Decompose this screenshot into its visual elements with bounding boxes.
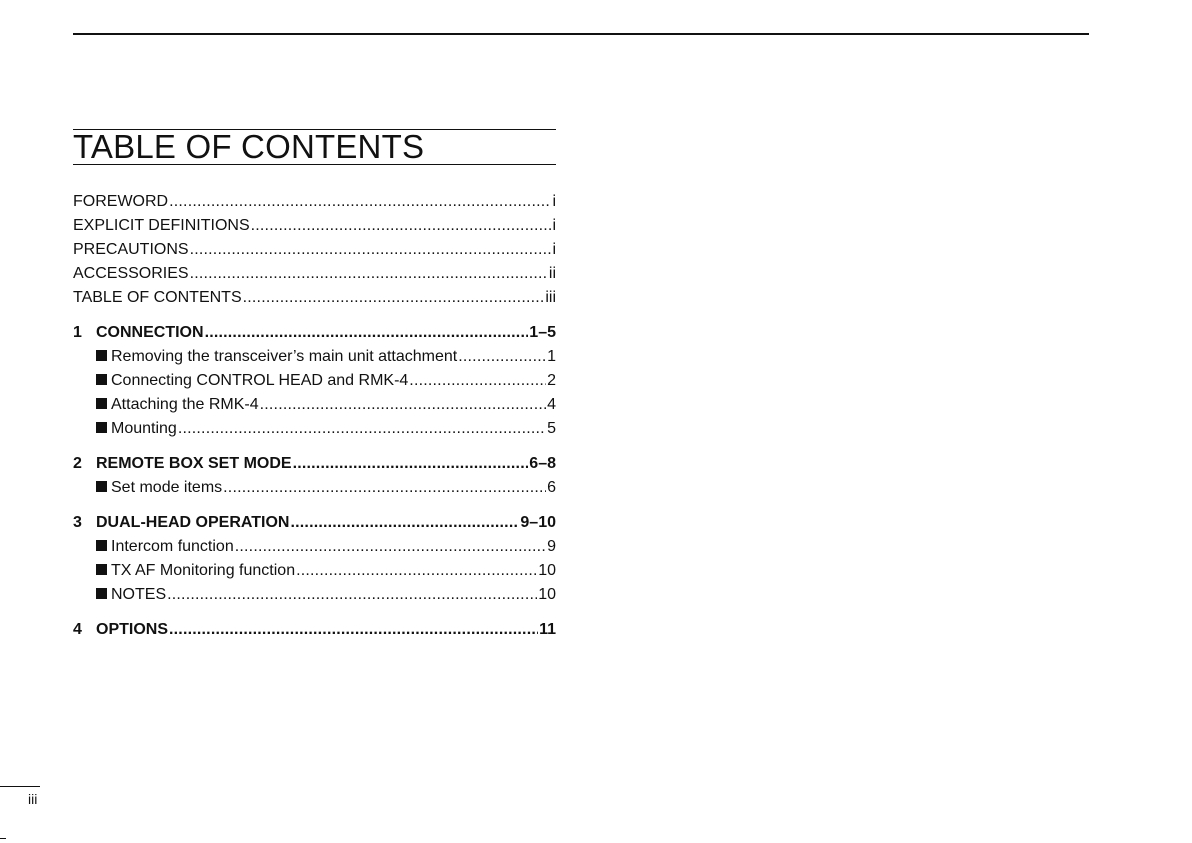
section-page: 6 [547,479,556,496]
chapter-number: 1 [73,324,82,341]
section-page: 1 [547,348,556,365]
section-page: 10 [538,562,556,579]
dot-leader [251,214,552,238]
toc-entry-label: FOREWORD [73,193,169,210]
dot-leader [190,262,548,286]
square-bullet-icon [96,422,107,433]
chapter-pages: 1–5 [529,324,556,341]
page-title: TABLE OF CONTENTS [73,128,425,165]
chapter-entry-remote-box-set-mode[interactable] [73,452,556,476]
dot-leader [290,511,519,535]
section-label: Set mode items [111,479,223,496]
chapter-title: DUAL-HEAD OPERATION [96,514,290,531]
square-bullet-icon [96,481,107,492]
square-bullet-icon [96,540,107,551]
chapter-title: CONNECTION [96,324,204,341]
chapter-number: 3 [73,514,82,531]
dot-leader [243,286,545,310]
section-entry-removing-attachment[interactable] [73,345,556,369]
toc-entry-page: iii [545,289,556,306]
section-label: Connecting CONTROL HEAD and RMK-4 [111,372,409,389]
chapter-title: OPTIONS [96,621,169,638]
dot-leader [205,321,529,345]
chapter-title: REMOTE BOX SET MODE [96,455,292,472]
section-entry-tx-af-monitoring[interactable] [73,559,556,583]
square-bullet-icon [96,398,107,409]
dot-leader [458,345,546,369]
section-entry-intercom-function[interactable] [73,535,556,559]
dot-leader [296,559,537,583]
toc-entry-page: i [552,241,556,258]
section-entry-connecting-control-head[interactable] [73,369,556,393]
toc-entry-label: ACCESSORIES [73,265,189,282]
square-bullet-icon [96,588,107,599]
toc-entry-label: TABLE OF CONTENTS [73,289,242,306]
toc-entry-page: ii [548,265,556,282]
dot-leader [409,369,546,393]
section-page: 4 [547,396,556,413]
chapter-2-group [73,452,556,500]
toc-entry-table-of-contents[interactable] [73,286,556,310]
section-page: 9 [547,538,556,555]
dot-leader [235,535,546,559]
chapter-3-group [73,511,556,607]
chapter-entry-dual-head-operation[interactable] [73,511,556,535]
toc-entry-precautions[interactable] [73,238,556,262]
chapter-pages: 11 [539,621,556,638]
section-page: 5 [547,420,556,437]
dot-leader [178,417,546,441]
section-entry-set-mode-items[interactable] [73,476,556,500]
chapter-4-group [73,618,556,642]
dot-leader [293,452,529,476]
toc-heading-box [73,129,556,165]
toc-entry-foreword[interactable] [73,190,556,214]
dot-leader [169,618,538,642]
section-page: 10 [538,586,556,603]
front-matter-list [73,190,556,310]
square-bullet-icon [96,564,107,575]
section-label: TX AF Monitoring function [111,562,296,579]
section-entry-mounting[interactable] [73,417,556,441]
page-number: iii [28,791,38,807]
square-bullet-icon [96,350,107,361]
toc-entry-page: i [552,217,556,234]
corner-crop-mark [0,838,6,839]
dot-leader [223,476,546,500]
chapter-pages: 9–10 [520,514,556,531]
toc-entry-label: PRECAUTIONS [73,241,189,258]
toc-entries [73,190,556,642]
section-entry-attaching-rmk4[interactable] [73,393,556,417]
toc-entry-accessories[interactable] [73,262,556,286]
toc-entry-explicit-definitions[interactable] [73,214,556,238]
chapter-pages: 6–8 [529,455,556,472]
section-label: Intercom function [111,538,234,555]
square-bullet-icon [96,374,107,385]
section-page: 2 [547,372,556,389]
section-label: Mounting [111,420,177,437]
dot-leader [260,393,546,417]
dot-leader [167,583,537,607]
chapter-number: 4 [73,621,82,638]
dot-leader [169,190,551,214]
footer-rule [0,786,40,787]
section-label: NOTES [111,586,167,603]
toc-entry-label: EXPLICIT DEFINITIONS [73,217,250,234]
chapter-entry-options[interactable] [73,618,556,642]
dot-leader [190,238,552,262]
chapter-number: 2 [73,455,82,472]
chapter-1-group [73,321,556,441]
section-entry-notes[interactable] [73,583,556,607]
header-rule [73,33,1089,35]
table-of-contents [73,129,556,642]
section-label: Removing the transceiver’s main unit attachment [111,348,458,365]
chapter-entry-connection[interactable] [73,321,556,345]
section-label: Attaching the RMK-4 [111,396,259,413]
toc-entry-page: i [552,193,556,210]
